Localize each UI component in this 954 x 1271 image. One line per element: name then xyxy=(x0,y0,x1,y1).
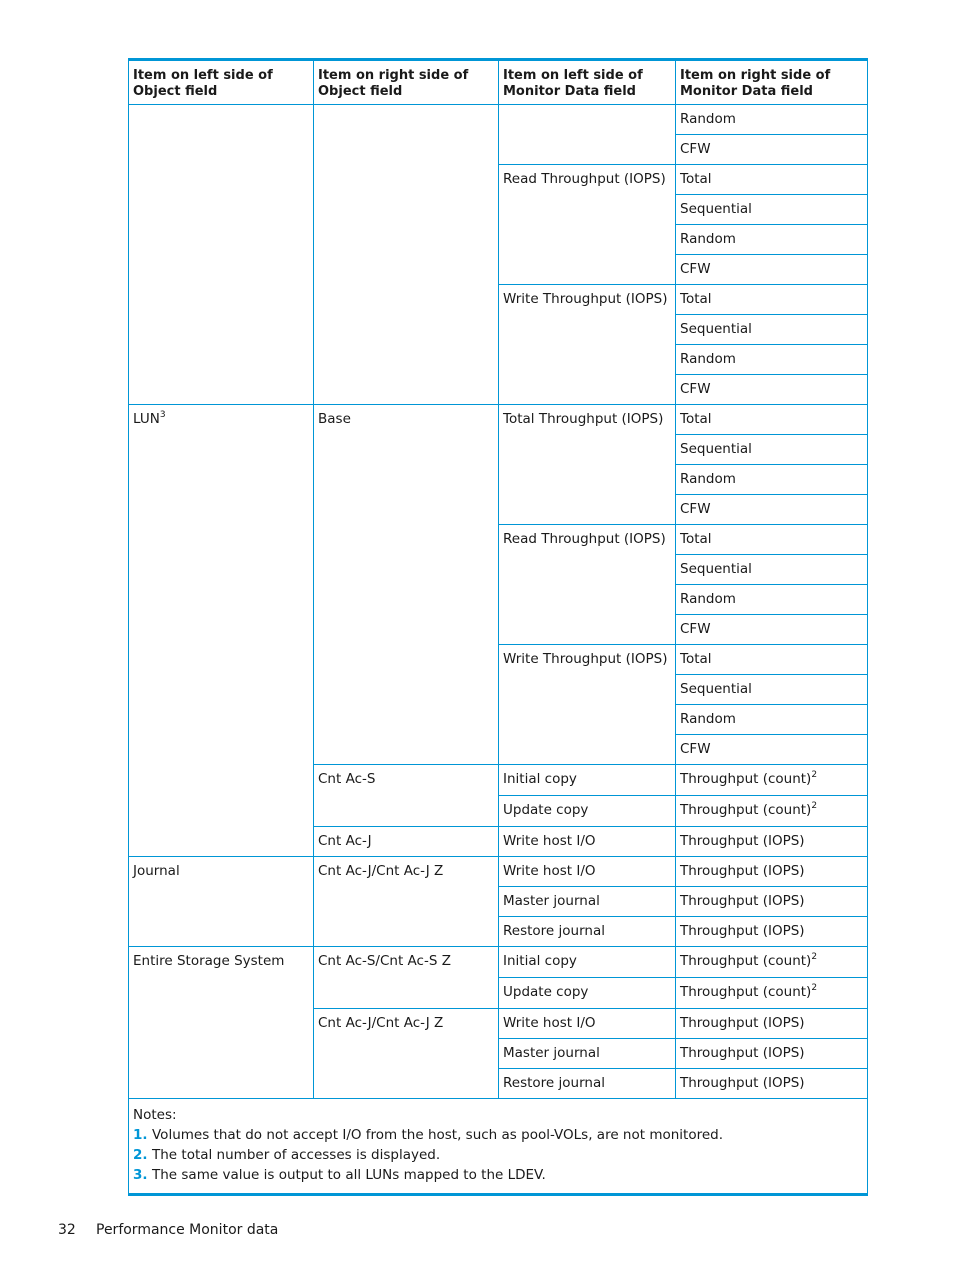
table-row xyxy=(129,105,868,135)
table-cell xyxy=(676,947,868,978)
notes-row xyxy=(129,1099,868,1195)
header-monitor-left: Item on left side of Monitor Data field xyxy=(499,60,676,105)
note-text: The same value is output to all LUNs mapped to the LDEV. xyxy=(152,1167,546,1183)
cell-text: Throughput (count) xyxy=(680,771,812,787)
notes-cell xyxy=(129,1099,868,1195)
note-number: 2. xyxy=(133,1147,148,1163)
table-cell: Total xyxy=(676,645,868,675)
table-cell: Base xyxy=(314,405,499,765)
table-cell: Master journal xyxy=(499,887,676,917)
table-cell: CFW xyxy=(676,615,868,645)
table-cell: Cnt Ac-S/Cnt Ac-S Z xyxy=(314,947,499,1009)
table-row xyxy=(129,857,868,887)
table-cell: Random xyxy=(676,705,868,735)
table-cell: Write Throughput (IOPS) xyxy=(499,285,676,405)
table-cell: Update copy xyxy=(499,796,676,827)
table-cell: Throughput (IOPS) xyxy=(676,827,868,857)
table-cell: Initial copy xyxy=(499,947,676,978)
table-cell: CFW xyxy=(676,495,868,525)
table-cell: Throughput (IOPS) xyxy=(676,857,868,887)
note-item xyxy=(133,1165,863,1185)
table-cell: Restore journal xyxy=(499,1069,676,1099)
note-item xyxy=(133,1125,863,1145)
table-cell: Cnt Ac-S xyxy=(314,765,499,827)
header-object-left: Item on left side of Object field xyxy=(129,60,314,105)
footnote-ref: 2 xyxy=(811,952,818,962)
table-cell: Random xyxy=(676,345,868,375)
table-cell: Total xyxy=(676,525,868,555)
footnote-ref: 3 xyxy=(159,410,166,420)
table-cell: CFW xyxy=(676,375,868,405)
header-monitor-right: Item on right side of Monitor Data field xyxy=(676,60,868,105)
table-cell xyxy=(314,105,499,405)
table-cell: Throughput (IOPS) xyxy=(676,1039,868,1069)
cell-text: Throughput (count) xyxy=(680,953,812,969)
cell-text: Throughput (count) xyxy=(680,984,812,1000)
table-cell: Master journal xyxy=(499,1039,676,1069)
table-cell: Random xyxy=(676,465,868,495)
table-cell: Throughput (IOPS) xyxy=(676,1009,868,1039)
table-cell xyxy=(676,765,868,796)
table-cell: Write host I/O xyxy=(499,857,676,887)
table-cell xyxy=(676,978,868,1009)
lun-label: LUN xyxy=(133,411,160,427)
table-cell: Throughput (IOPS) xyxy=(676,917,868,947)
note-number: 3. xyxy=(133,1167,148,1183)
table-cell: CFW xyxy=(676,735,868,765)
table-cell: Random xyxy=(676,585,868,615)
table-cell: Sequential xyxy=(676,555,868,585)
table-row xyxy=(129,947,868,978)
note-item xyxy=(133,1145,863,1165)
table-cell: Random xyxy=(676,105,868,135)
table-cell: Sequential xyxy=(676,195,868,225)
table-cell: Journal xyxy=(129,857,314,947)
table-cell: Cnt Ac-J xyxy=(314,827,499,857)
footer-section-title: Performance Monitor data xyxy=(96,1222,279,1238)
table-cell: CFW xyxy=(676,255,868,285)
table-cell: Total Throughput (IOPS) xyxy=(499,405,676,525)
notes-title: Notes: xyxy=(133,1107,177,1123)
table-cell: Total xyxy=(676,165,868,195)
table-cell: CFW xyxy=(676,135,868,165)
table-cell: Read Throughput (IOPS) xyxy=(499,165,676,285)
table-cell: Throughput (IOPS) xyxy=(676,887,868,917)
table-cell xyxy=(499,105,676,165)
footnote-ref: 2 xyxy=(811,801,818,811)
table-cell: Total xyxy=(676,405,868,435)
table-cell: Read Throughput (IOPS) xyxy=(499,525,676,645)
table-cell xyxy=(676,796,868,827)
performance-data-table xyxy=(128,58,868,1196)
note-number: 1. xyxy=(133,1127,148,1143)
table-cell: Write host I/O xyxy=(499,1009,676,1039)
lun-cell xyxy=(129,405,314,857)
table-cell: Entire Storage System xyxy=(129,947,314,1099)
table-cell: Sequential xyxy=(676,675,868,705)
table-cell: Cnt Ac-J/Cnt Ac-J Z xyxy=(314,857,499,947)
table-cell: Random xyxy=(676,225,868,255)
table-cell xyxy=(129,105,314,405)
table-cell: Restore journal xyxy=(499,917,676,947)
table-cell: Write Throughput (IOPS) xyxy=(499,645,676,765)
page-number: 32 xyxy=(58,1222,76,1238)
table-cell: Write host I/O xyxy=(499,827,676,857)
cell-text: Throughput (count) xyxy=(680,802,812,818)
footnote-ref: 2 xyxy=(811,770,818,780)
table-row xyxy=(129,405,868,435)
table-cell: Total xyxy=(676,285,868,315)
table-cell: Cnt Ac-J/Cnt Ac-J Z xyxy=(314,1009,499,1099)
footnote-ref: 2 xyxy=(811,983,818,993)
table-header-row xyxy=(129,60,868,105)
note-text: The total number of accesses is displayed. xyxy=(152,1147,441,1163)
header-object-right: Item on right side of Object field xyxy=(314,60,499,105)
notes-list xyxy=(133,1125,863,1185)
table-cell: Sequential xyxy=(676,435,868,465)
table-cell: Initial copy xyxy=(499,765,676,796)
note-text: Volumes that do not accept I/O from the host, such as pool-VOLs, are not monitored. xyxy=(152,1127,724,1143)
table-cell: Sequential xyxy=(676,315,868,345)
table-cell: Update copy xyxy=(499,978,676,1009)
page-footer xyxy=(58,1222,278,1238)
table-cell: Throughput (IOPS) xyxy=(676,1069,868,1099)
